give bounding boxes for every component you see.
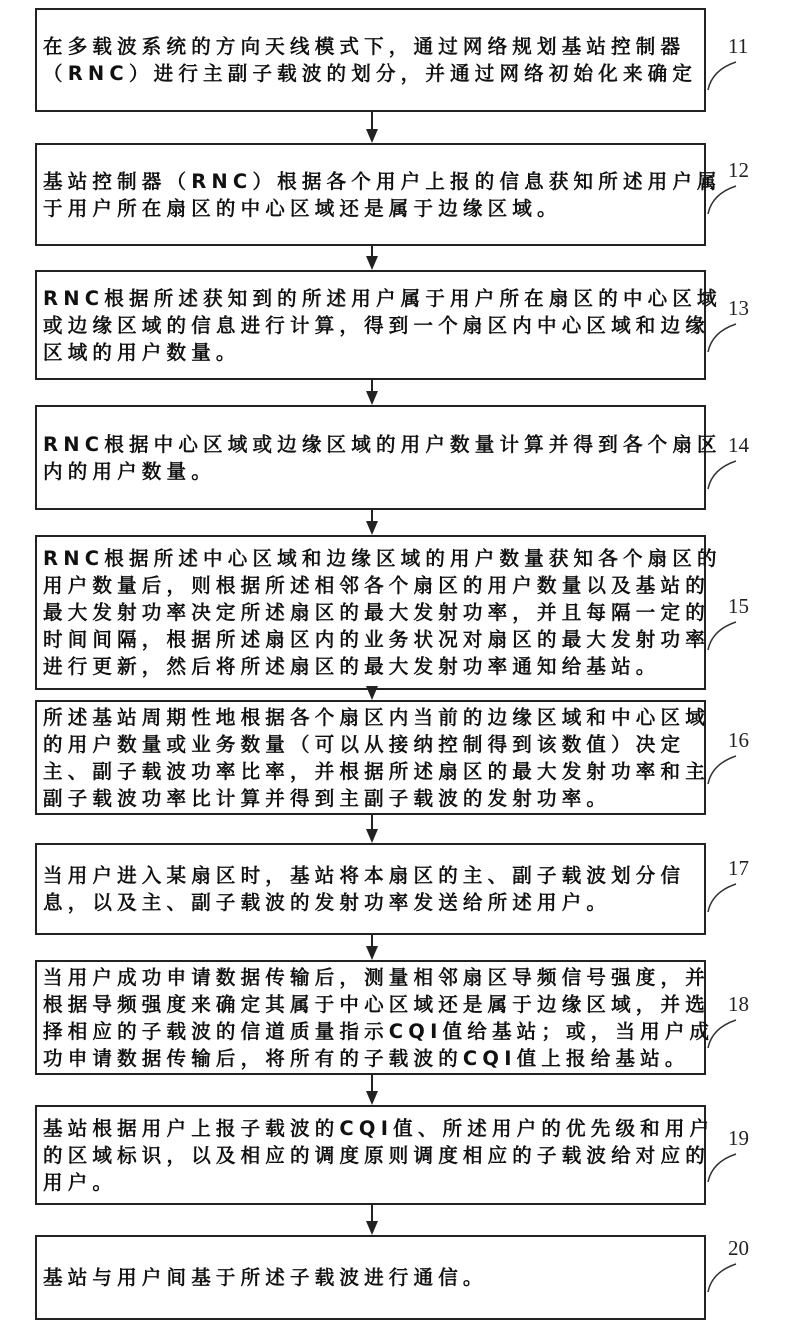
step-text-line: 进行更新，然后将所述扇区的最大发射功率通知给基站。	[43, 653, 698, 680]
step-text-line: 用户。	[43, 1169, 698, 1196]
step-number-label: 13	[728, 296, 749, 321]
leader-line	[708, 884, 736, 912]
step-text-line: 主、副子载波功率比率，并根据所述扇区的最大发射功率和主	[43, 758, 698, 785]
step-text-line: （RNC）进行主副子载波的划分，并通过网络初始化来确定	[43, 60, 698, 87]
leader-line	[708, 461, 736, 489]
leader-line	[708, 1020, 736, 1048]
step-number-label: 17	[728, 856, 749, 881]
arrow-head-icon	[366, 946, 378, 960]
step-number-label: 19	[728, 1126, 749, 1151]
step-text-line: 当用户进入某扇区时，基站将本扇区的主、副子载波划分信	[43, 862, 698, 889]
step-number-label: 12	[728, 158, 749, 183]
arrow-head-icon	[366, 256, 378, 270]
step-text-line: RNC根据中心区域或边缘区域的用户数量计算并得到各个扇区	[43, 431, 698, 458]
arrow-head-icon	[366, 1091, 378, 1105]
step-text-line: RNC根据所述获知到的所述用户属于用户所在扇区的中心区域	[43, 285, 698, 312]
step-text-line: 根据导频强度来确定其属于中心区域还是属于边缘区域，并选	[43, 991, 698, 1018]
step-text-line: 内的用户数量。	[43, 458, 698, 485]
arrow-head-icon	[366, 829, 378, 843]
step-text-line: 择相应的子载波的信道质量指示CQI值给基站；或，当用户成	[43, 1018, 698, 1045]
step-text-line: 功申请数据传输后，将所有的子载波的CQI值上报给基站。	[43, 1045, 698, 1072]
step-text-line: 最大发射功率决定所述扇区的最大发射功率，并且每隔一定的	[43, 599, 698, 626]
arrow-head-icon	[366, 686, 378, 700]
step-text-line: 息，以及主、副子载波的发射功率发送给所述用户。	[43, 889, 698, 916]
step-number-label: 15	[728, 594, 749, 619]
leader-line	[708, 1264, 736, 1292]
leader-line	[708, 756, 736, 784]
step-text-line: 区域的用户数量。	[43, 339, 698, 366]
step-number-label: 18	[728, 992, 749, 1017]
step-text-line: 用户数量后，则根据所述相邻各个扇区的用户数量以及基站的	[43, 572, 698, 599]
arrow-head-icon	[366, 521, 378, 535]
step-text-line: 副子载波功率比计算并得到主副子载波的发射功率。	[43, 785, 698, 812]
step-text-line: 于用户所在扇区的中心区域还是属于边缘区域。	[43, 195, 698, 222]
leader-line	[708, 622, 736, 650]
step-text-line: 的用户数量或业务数量（可以从接纳控制得到该数值）决定	[43, 731, 698, 758]
step-number-label: 14	[728, 433, 749, 458]
arrow-head-icon	[366, 129, 378, 143]
step-text-line: 基站根据用户上报子载波的CQI值、所述用户的优先级和用户	[43, 1115, 698, 1142]
leader-line	[708, 186, 736, 214]
arrow-head-icon	[366, 1221, 378, 1235]
step-number-label: 11	[728, 34, 748, 59]
step-text-line: 当用户成功申请数据传输后，测量相邻扇区导频信号强度，并	[43, 964, 698, 991]
leader-line	[708, 324, 736, 352]
step-number-label: 20	[728, 1236, 749, 1261]
connectors	[0, 0, 800, 1341]
leader-line	[708, 62, 736, 90]
leader-line	[708, 1154, 736, 1182]
step-text-line: 所述基站周期性地根据各个扇区内当前的边缘区域和中心区域	[43, 704, 698, 731]
step-number-label: 16	[728, 728, 749, 753]
step-text-line: 在多载波系统的方向天线模式下，通过网络规划基站控制器	[43, 33, 698, 60]
step-text-line: 时间间隔，根据所述扇区内的业务状况对扇区的最大发射功率	[43, 626, 698, 653]
step-text-line: 的区域标识，以及相应的调度原则调度相应的子载波给对应的	[43, 1142, 698, 1169]
step-text-line: 或边缘区域的信息进行计算，得到一个扇区内中心区域和边缘	[43, 312, 698, 339]
step-text-line: RNC根据所述中心区域和边缘区域的用户数量获知各个扇区的	[43, 545, 698, 572]
step-text-line: 基站与用户间基于所述子载波进行通信。	[43, 1264, 698, 1291]
step-text-line: 基站控制器（RNC）根据各个用户上报的信息获知所述用户属	[43, 168, 698, 195]
arrow-head-icon	[366, 391, 378, 405]
